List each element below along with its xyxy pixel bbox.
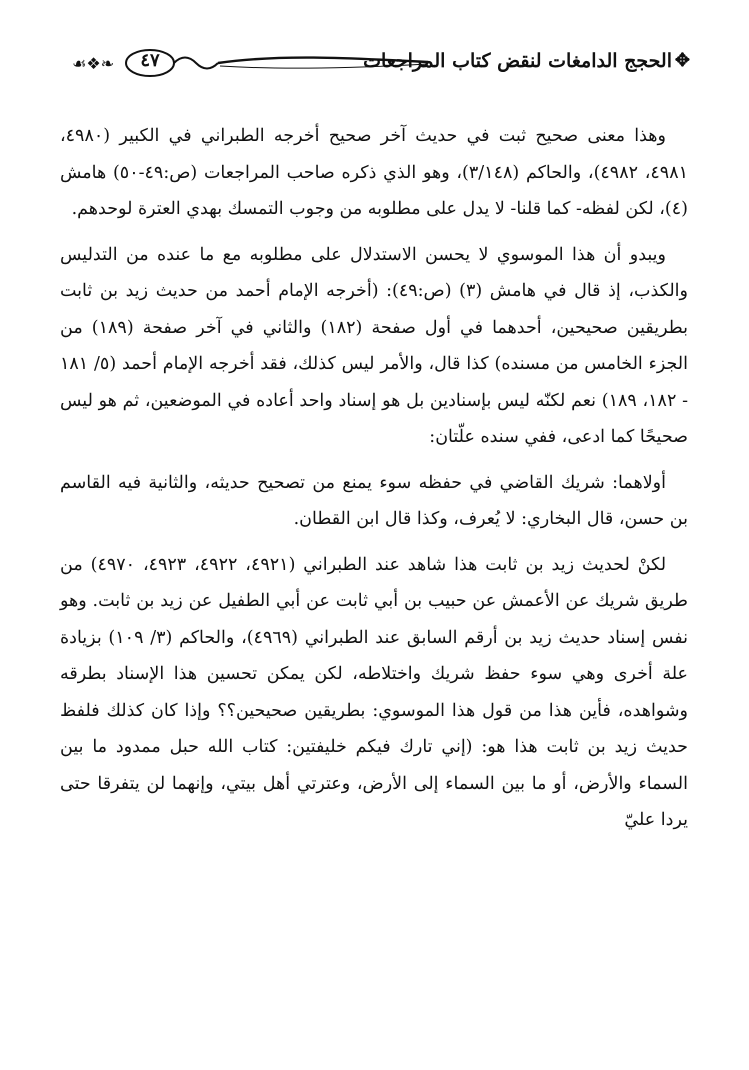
page-body xyxy=(60,118,688,848)
paragraph: أولاهما: شريك القاضي في حفظه سوء يمنع من تصحيح حديثه، والثانية فيه القاسم بن حسن، قال البخاري: لا يُعرف، وكذا قال ابن القطان. xyxy=(60,472,688,529)
book-title: الحجج الدامغات لنقض كتاب المراجعات xyxy=(363,50,672,72)
paragraph: وهذا معنى صحيح ثبت في حديث آخر صحيح أخرجه الطبراني في الكبير (٤٩٨٠، ٤٩٨١، ٤٩٨٢)، والحاكم (٣/١٤٨)، وهو الذي ذكره صاحب المراجعات (ص:٤٩-٥٠) هامش (٤)، لكن لفظه- كما قلنا- لا يدل على مطلوبه من وجوب التمسك بهدي العترة لوحدهم. xyxy=(60,126,688,219)
page-header xyxy=(70,44,690,84)
header-ornament-mark: ✥ xyxy=(674,50,690,71)
page-number: ٤٧ xyxy=(140,50,160,71)
paragraph: ويبدو أن هذا الموسوي لا يحسن الاستدلال على مطلوبه مع ما عنده من التدليس والكذب، إذ قال في هامش (٣) (ص:٤٩): (أخرجه الإمام أحمد من حديث زيد بن ثابت بطريقين صحيحين، أحدهما في أول صفحة (١٨٢) والثاني في آخر صفحة (١٨٩) من الجزء الخامس من مسنده) كذا قال، والأمر ليس كذلك، فقد أخرجه الإمام أحمد (٥/ ١٨١ - ١٨٢، ١٨٩) نعم لكنّه ليس بإسنادين بل هو إسناد واحد أعاده في الموضعين، ثم هو ليس صحيحًا كما ادعى، ففي سنده علّتان: xyxy=(60,244,688,447)
paragraph: لكنْ لحديث زيد بن ثابت هذا شاهد عند الطبراني (٤٩٢١، ٤٩٢٢، ٤٩٢٣، ٤٩٧٠) من طريق شريك عن الأعمش عن حبيب بن أبي ثابت عن أبي الطفيل عن زيد بن ثابت. وهو نفس إسناد حديث زيد بن أرقم السابق عند الطبراني (٤٩٦٩)، والحاكم (٣/ ١٠٩) بزيادة علة أخرى وهي سوء حفظ شريك واختلاطه، لكن يمكن تحسين هذا الإسناد بطرقه وشواهده، فأين هذا من قول هذا الموسوي: بطريقين صحيحين؟؟ وإذا كان كذلك فلفظ حديث زيد بن ثابت هذا هو: (إني تارك فيكم خليفتين: كتاب الله حبل ممدود ما بين السماء والأرض، أو ما بين السماء إلى الأرض، وعترتي أهل بيتي، وإنهما لن يتفرقا حتى يردا عليّ xyxy=(60,554,688,830)
svg-text:☙❖❧: ☙❖❧ xyxy=(72,54,115,73)
header-ornament-line xyxy=(70,46,430,80)
